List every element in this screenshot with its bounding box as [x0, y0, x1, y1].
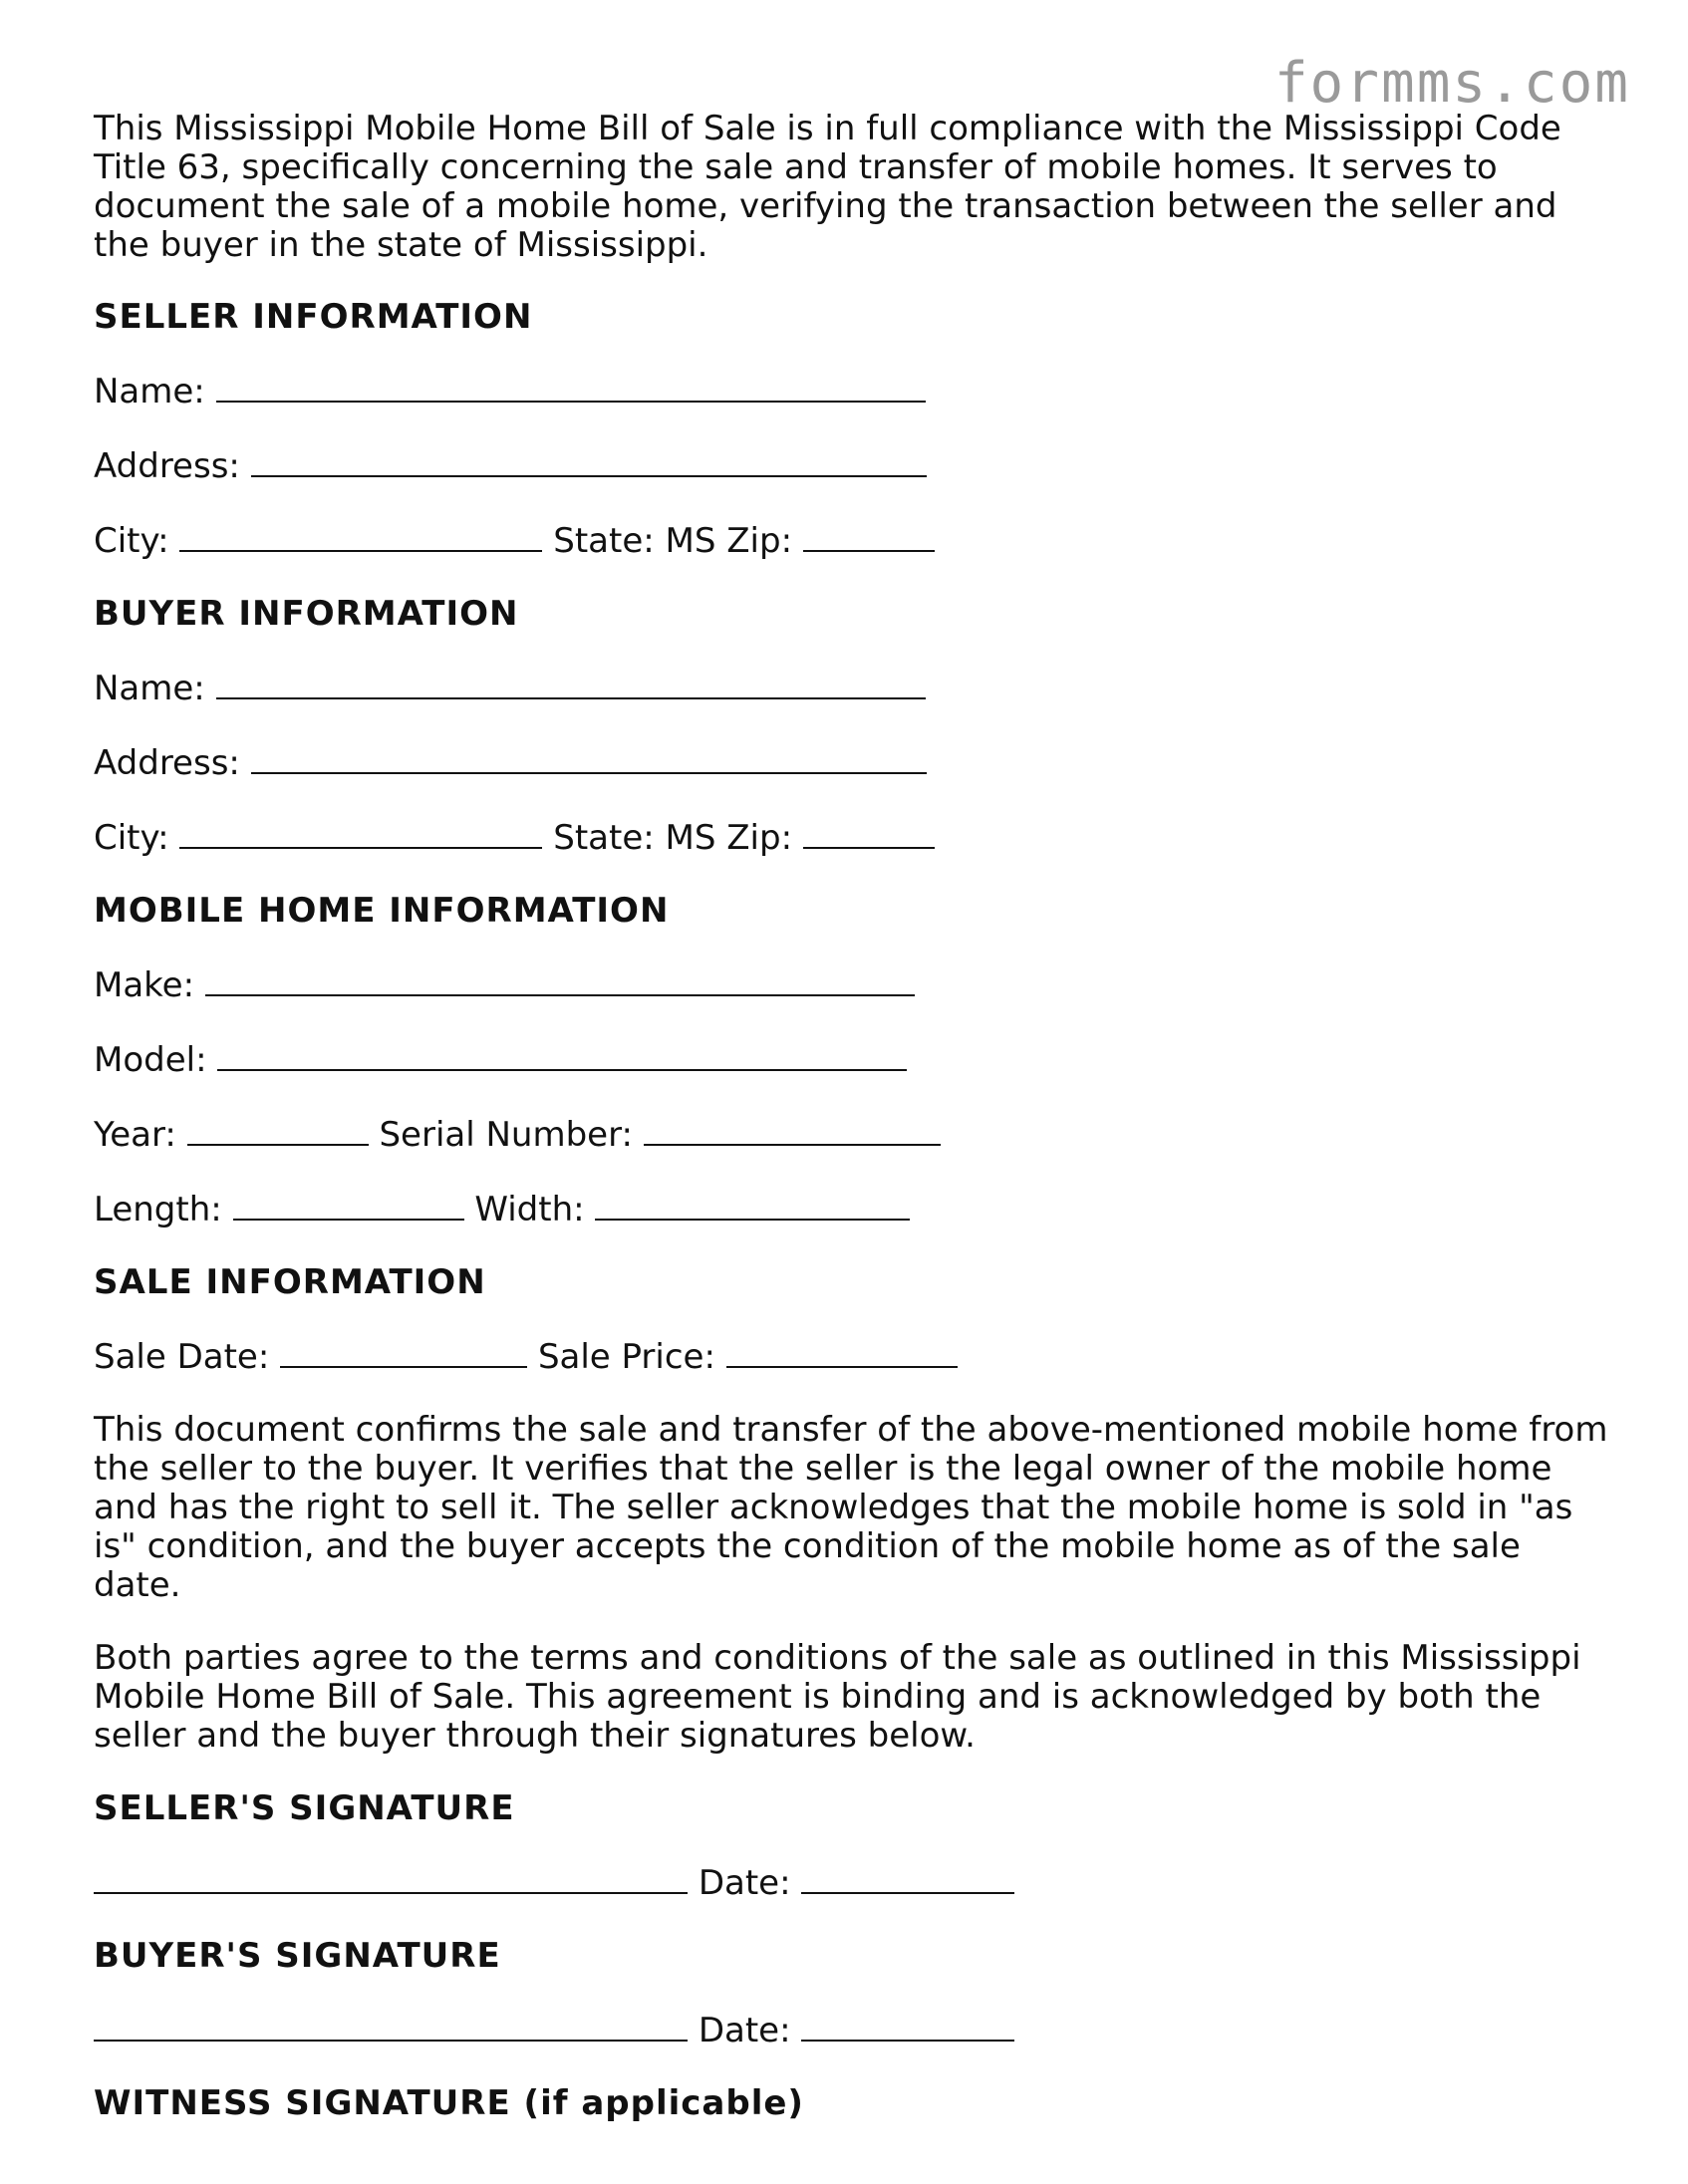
- buyer-zip-field[interactable]: [803, 817, 935, 849]
- buyer-state-label: State: MS: [553, 818, 716, 858]
- serial-number-field[interactable]: [644, 1114, 941, 1146]
- year-serial-row: [94, 1114, 1608, 1155]
- buyer-city-row: [94, 817, 1608, 858]
- buyer-city-field[interactable]: [179, 817, 542, 849]
- model-row: [94, 1039, 1608, 1080]
- width-label: Width:: [474, 1190, 585, 1229]
- seller-signature-date-field[interactable]: [801, 1862, 1014, 1894]
- buyer-name-label: Name:: [94, 669, 205, 708]
- sale-date-field[interactable]: [280, 1336, 527, 1368]
- sale-date-label: Sale Date:: [94, 1337, 270, 1377]
- seller-address-row: [94, 445, 1608, 486]
- model-label: Model:: [94, 1040, 207, 1080]
- mobile-home-information-heading: MOBILE HOME INFORMATION: [94, 891, 670, 931]
- buyer-zip-label: Zip:: [726, 818, 793, 858]
- year-label: Year:: [94, 1115, 176, 1155]
- buyer-information-heading: BUYER INFORMATION: [94, 594, 519, 634]
- length-label: Length:: [94, 1190, 222, 1229]
- buyer-signature-field[interactable]: [94, 2010, 688, 2042]
- buyer-city-label: City:: [94, 818, 169, 858]
- make-row: [94, 964, 1608, 1005]
- intro-paragraph: This Mississippi Mobile Home Bill of Sale is in full compliance with the Mississippi Code Title 63, specifically concerning the sale and transfer of mobile homes. It serves to document the sale of a mobile home, verifying the transaction between the seller and the buyer in the state of Mississippi.: [94, 109, 1561, 265]
- seller-name-field[interactable]: [216, 371, 926, 403]
- seller-zip-label: Zip:: [726, 521, 793, 561]
- seller-information-heading: SELLER INFORMATION: [94, 297, 533, 337]
- seller-signature-heading: SELLER'S SIGNATURE: [94, 1788, 515, 1828]
- buyer-signature-date-label: Date:: [698, 2011, 791, 2050]
- buyer-address-row: [94, 742, 1608, 783]
- buyer-name-field[interactable]: [216, 668, 926, 699]
- buyer-signature-heading: BUYER'S SIGNATURE: [94, 1936, 501, 1976]
- confirmation-paragraph: This document confirms the sale and transfer of the above-mentioned mobile home from the seller to the buyer. It verifies that the seller is the legal owner of the mobile home and has the right to sell it. The seller acknowledges that the mobile home is sold in "as is" condition, and the buyer accepts the condition of the mobile home as of the sale date.: [94, 1410, 1608, 1605]
- year-field[interactable]: [187, 1114, 369, 1146]
- seller-signature-row: [94, 1862, 1608, 1903]
- seller-state-label: State: MS: [553, 521, 716, 561]
- seller-address-label: Address:: [94, 446, 240, 486]
- serial-number-label: Serial Number:: [379, 1115, 633, 1155]
- seller-zip-field[interactable]: [803, 520, 935, 552]
- make-field[interactable]: [205, 964, 915, 996]
- sale-information-heading: SALE INFORMATION: [94, 1262, 486, 1302]
- buyer-address-field[interactable]: [251, 742, 927, 774]
- buyer-signature-row: [94, 2010, 1608, 2050]
- bill-of-sale-form: [94, 110, 1608, 2123]
- seller-name-row: [94, 371, 1608, 411]
- sale-row: [94, 1336, 1608, 1377]
- buyer-name-row: [94, 668, 1608, 708]
- sale-price-label: Sale Price:: [537, 1337, 715, 1377]
- site-watermark: formms.com: [1273, 51, 1630, 116]
- buyer-signature-date-field[interactable]: [801, 2010, 1014, 2042]
- make-label: Make:: [94, 965, 195, 1005]
- witness-signature-heading: WITNESS SIGNATURE (if applicable): [94, 2083, 804, 2123]
- seller-city-field[interactable]: [179, 520, 542, 552]
- seller-signature-date-label: Date:: [698, 1863, 791, 1903]
- seller-signature-field[interactable]: [94, 1862, 688, 1894]
- seller-name-label: Name:: [94, 372, 205, 411]
- model-field[interactable]: [217, 1039, 907, 1071]
- width-field[interactable]: [595, 1189, 910, 1221]
- length-field[interactable]: [233, 1189, 464, 1221]
- seller-city-label: City:: [94, 521, 169, 561]
- sale-price-field[interactable]: [726, 1336, 958, 1368]
- length-width-row: [94, 1189, 1608, 1229]
- buyer-address-label: Address:: [94, 743, 240, 783]
- seller-city-row: [94, 520, 1608, 561]
- agreement-paragraph: Both parties agree to the terms and conditions of the sale as outlined in this Mississippi Mobile Home Bill of Sale. This agreement is binding and is acknowledged by both the seller and the buyer through their signatures below.: [94, 1638, 1581, 1756]
- seller-address-field[interactable]: [251, 445, 927, 477]
